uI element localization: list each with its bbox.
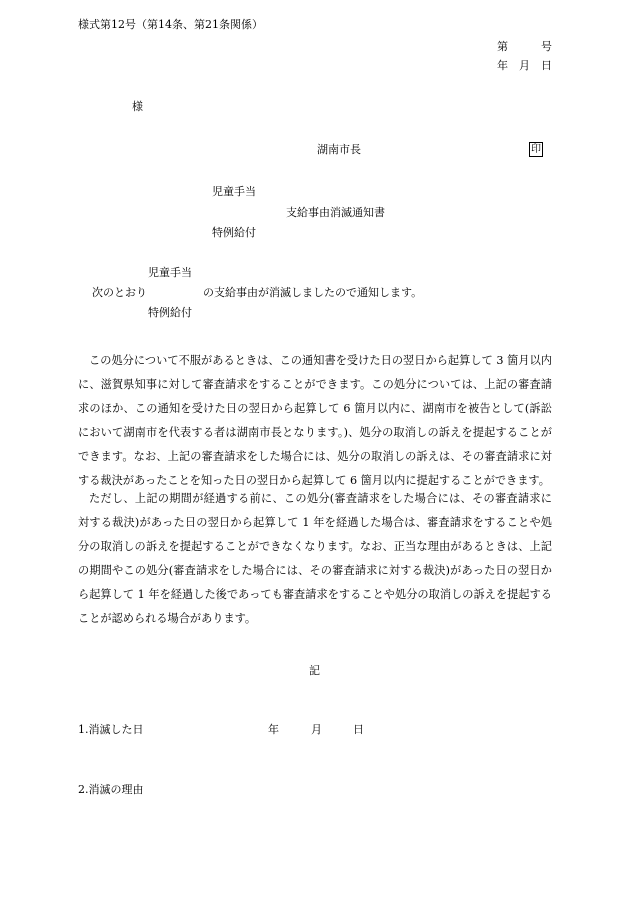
notice-suffix: の支給事由が消滅しましたので通知します。 <box>203 286 423 299</box>
sender-title: 湖南市長 <box>317 143 361 156</box>
title-option-special-benefit: 特例給付 <box>212 226 256 239</box>
notice-option-child-allowance: 児童手当 <box>148 266 192 279</box>
seal-mark <box>529 142 543 157</box>
item-1-label: 1.消滅した日 <box>78 723 144 736</box>
item-1-year: 年 <box>268 723 279 736</box>
item-1-month: 月 <box>311 723 322 736</box>
form-number: 様式第12号（第14条、第21条関係） <box>78 18 263 31</box>
number-line: 第 号 <box>497 40 552 53</box>
instruction-paragraph-2: ただし、上記の期間が経過する前に、この処分(審査請求をした場合には、その審査請求に対する裁決)があった日の翌日から起算して 1 年を経過した場合は、審査請求をすることや処分の取消しの訴えを提起することができなくなります。なお、正当な理由があるときは、上記の期間やこの処分(審査請求をした場合には、その審査請求に対する裁決)があった日の翌日から起算して 1 年を経過した後であっても審査請求をすることや処分の取消しの訴えを提起することが認められる場合があります。 <box>78 492 552 625</box>
notice-option-special-benefit: 特例給付 <box>148 306 192 319</box>
date-line: 年 月 日 <box>497 59 552 72</box>
document-title: 支給事由消滅通知書 <box>286 206 385 219</box>
notice-prefix: 次のとおり <box>92 286 147 299</box>
seal-text: 印 <box>531 144 541 155</box>
item-2-label: 2.消滅の理由 <box>78 783 144 796</box>
title-option-child-allowance: 児童手当 <box>212 185 256 198</box>
ki-heading: 記 <box>309 664 320 677</box>
recipient-honorific: 様 <box>132 100 143 113</box>
instruction-paragraph-1: この処分について不服があるときは、この通知書を受けた日の翌日から起算して 3 箇月以内に、滋賀県知事に対して審査請求をすることができます。この処分については、上記の審査請求のほか、この通知を受けた日の翌日から起算して 6 箇月以内に、湖南市を被告として(訴訟において湖南市を代表する者は湖南市長となります。)、処分の取消しの訴えを提起することができます。なお、上記の審査請求をした場合には、処分の取消しの訴えは、その審査請求に対する裁決があったことを知った日の翌日から起算して 6 箇月以内に提起することができます。 <box>78 354 552 487</box>
item-1-day: 日 <box>353 723 364 736</box>
